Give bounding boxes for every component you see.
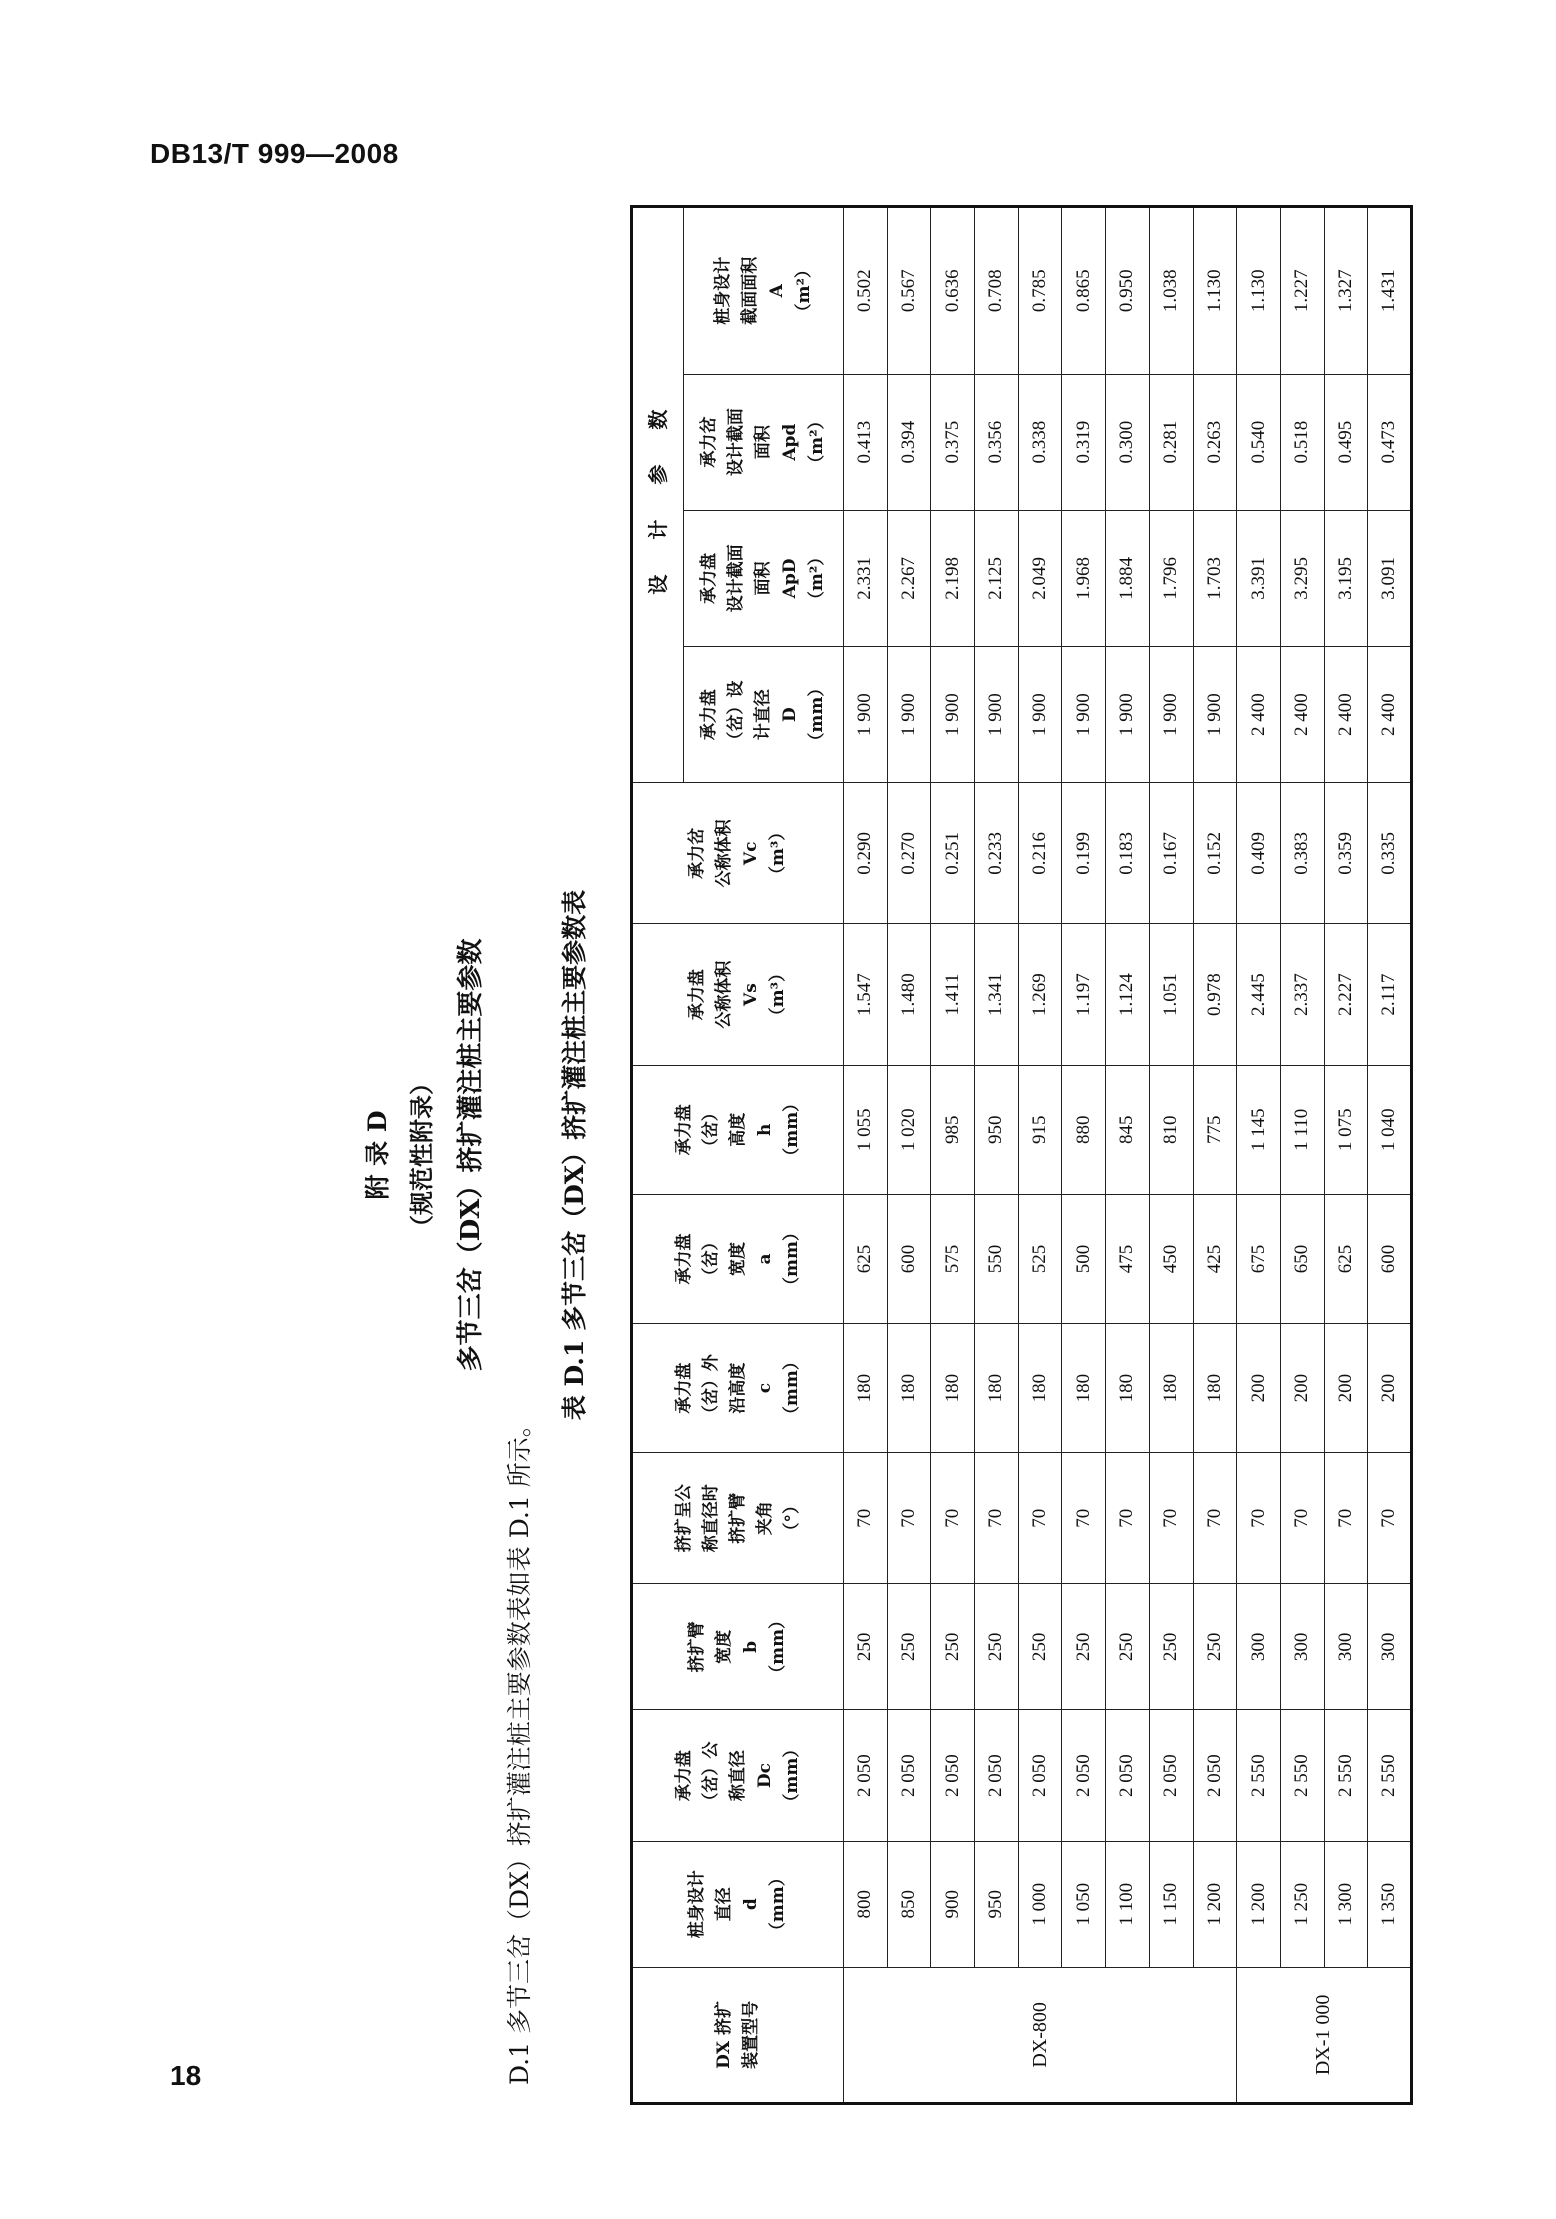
- table-cell: 1 040: [1368, 1065, 1412, 1194]
- table-cell: 0.251: [931, 783, 975, 924]
- header-Apc: [684, 374, 844, 510]
- table-row: [975, 207, 1019, 2104]
- table-cell: 300: [1368, 1584, 1412, 1710]
- table-cell: 1 900: [975, 647, 1019, 783]
- header-line: 挤扩臂: [727, 1492, 748, 1544]
- table-cell: 0.270: [887, 783, 931, 924]
- table-cell: 3.195: [1324, 510, 1368, 646]
- table-cell: 2 050: [1062, 1710, 1106, 1841]
- table-cell: 1 050: [1062, 1841, 1106, 1967]
- header-line: 桩身设计: [687, 1870, 707, 1939]
- table-cell: 1 075: [1324, 1065, 1368, 1194]
- header-line: c: [754, 1382, 775, 1394]
- table-cell: 300: [1237, 1584, 1281, 1710]
- appendix-captions: [340, 205, 620, 2105]
- table-cell: 525: [1018, 1194, 1062, 1323]
- table-cell: 1 055: [844, 1065, 888, 1194]
- page-number: 18: [170, 2060, 202, 2091]
- table-cell: 2 050: [1193, 1710, 1237, 1841]
- header-line: 承力盘: [673, 1233, 694, 1285]
- header-line: a: [754, 1253, 775, 1265]
- table-cell: 1 150: [1149, 1841, 1193, 1967]
- table-cell: 70: [844, 1453, 888, 1584]
- header-D: [684, 647, 844, 783]
- header-h: [632, 1065, 844, 1194]
- table-cell: 70: [1237, 1453, 1281, 1584]
- header-Apd: [684, 510, 844, 646]
- header-Vc: [632, 783, 844, 924]
- table-row: [931, 207, 975, 2104]
- header-line: 宽度: [727, 1241, 748, 1276]
- table-cell: 1.796: [1149, 510, 1193, 646]
- table-cell: 950: [975, 1065, 1019, 1194]
- table-cell: 0.978: [1193, 924, 1237, 1065]
- table-cell: 1.327: [1324, 207, 1368, 375]
- table-cell: 1 900: [1193, 647, 1237, 783]
- table-row: [1149, 207, 1193, 2104]
- table-cell: 0.281: [1149, 374, 1193, 510]
- table-cell: 250: [931, 1584, 975, 1710]
- table-cell: 250: [1106, 1584, 1150, 1710]
- table-cell: 1.197: [1062, 924, 1106, 1065]
- table-cell: 500: [1062, 1194, 1106, 1323]
- table-cell: 70: [975, 1453, 1019, 1584]
- table-cell: 0.167: [1149, 783, 1193, 924]
- header-Dc: [632, 1710, 844, 1841]
- header-d: [632, 1841, 844, 1967]
- header-line: h: [754, 1123, 775, 1136]
- table-cell: 0.636: [931, 207, 975, 375]
- table-cell: 625: [1324, 1194, 1368, 1323]
- table-cell: 200: [1280, 1324, 1324, 1453]
- table-cell: 2 050: [1106, 1710, 1150, 1841]
- table-cell: 70: [1368, 1453, 1412, 1584]
- table-cell: 2.445: [1237, 924, 1281, 1065]
- table-cell: 845: [1106, 1065, 1150, 1194]
- header-line: （mm）: [781, 1740, 802, 1811]
- table-cell: 0.359: [1324, 783, 1368, 924]
- table-cell: 180: [931, 1324, 975, 1453]
- header-line: A: [766, 284, 787, 298]
- header-line: （岔）: [700, 1233, 721, 1285]
- table-cell: 70: [1193, 1453, 1237, 1584]
- table-row: [1018, 207, 1062, 2104]
- table-cell: 2 400: [1324, 647, 1368, 783]
- header-c: [632, 1324, 844, 1453]
- header-line: （m³）: [768, 823, 788, 884]
- table-cell: 1 350: [1368, 1841, 1412, 1967]
- table-cell: 1 900: [1018, 647, 1062, 783]
- table-cell: 2 050: [931, 1710, 975, 1841]
- table-cell: 0.263: [1193, 374, 1237, 510]
- table-cell: 2 400: [1280, 647, 1324, 783]
- table-cell: 1.038: [1149, 207, 1193, 375]
- table-cell: 1 200: [1193, 1841, 1237, 1967]
- header-a: [632, 1194, 844, 1323]
- header-line: 设计截面: [726, 408, 746, 477]
- table-cell: 600: [887, 1194, 931, 1323]
- header-line: （°）: [781, 1497, 802, 1540]
- table-cell: 450: [1149, 1194, 1193, 1323]
- table-cell: 1 900: [1106, 647, 1150, 783]
- table-cell: 1 900: [931, 647, 975, 783]
- table-cell: 1.130: [1237, 207, 1281, 375]
- table-cell: 775: [1193, 1065, 1237, 1194]
- header-line: b: [741, 1640, 761, 1653]
- table-cell: 2.117: [1368, 924, 1412, 1065]
- table-cell: 600: [1368, 1194, 1412, 1323]
- table-row: [1062, 207, 1106, 2104]
- header-line: 承力盘: [673, 1750, 694, 1802]
- table-cell: 475: [1106, 1194, 1150, 1323]
- table-cell: 2.125: [975, 510, 1019, 646]
- table-cell: 1.227: [1280, 207, 1324, 375]
- table-cell: 1 200: [1237, 1841, 1281, 1967]
- table-cell: 0.865: [1062, 207, 1106, 375]
- table-cell: 2.337: [1280, 924, 1324, 1065]
- table-cell: 1.547: [844, 924, 888, 1065]
- header-line: 设计截面: [726, 544, 746, 613]
- table-cell: 1 900: [887, 647, 931, 783]
- table-cell: 1.431: [1368, 207, 1412, 375]
- table-cell: 250: [887, 1584, 931, 1710]
- header-line: 承力岔: [699, 416, 719, 468]
- table-cell: 550: [975, 1194, 1019, 1323]
- table-cell: 0.319: [1062, 374, 1106, 510]
- header-line: 高度: [727, 1112, 748, 1147]
- table-cell: 0.413: [844, 374, 888, 510]
- table-cell: 0.409: [1237, 783, 1281, 924]
- table-cell: 70: [1324, 1453, 1368, 1584]
- table-cell: 625: [844, 1194, 888, 1323]
- appendix-title: 附 录 D: [363, 1110, 392, 1200]
- table-cell: 180: [975, 1324, 1019, 1453]
- table-cell: 1 145: [1237, 1065, 1281, 1194]
- table-cell: 810: [1149, 1065, 1193, 1194]
- header-line: （mm）: [781, 1353, 802, 1424]
- table-cell: 1.269: [1018, 924, 1062, 1065]
- table-cell: 2.049: [1018, 510, 1062, 646]
- table-cell: 70: [1106, 1453, 1150, 1584]
- header-line: 称直径: [727, 1750, 748, 1802]
- table-cell: 250: [1062, 1584, 1106, 1710]
- header-line: （岔）: [700, 1104, 721, 1156]
- header-line: 计直径: [753, 689, 773, 741]
- table-cell: 2 550: [1237, 1710, 1281, 1841]
- table-cell: 985: [931, 1065, 975, 1194]
- table-cell: 2 050: [975, 1710, 1019, 1841]
- header-line: （mm）: [768, 1611, 788, 1682]
- table-cell: 2 400: [1368, 647, 1412, 783]
- table-cell: 0.540: [1237, 374, 1281, 510]
- header-line: （m²）: [807, 548, 827, 609]
- header-line: Dc: [754, 1763, 775, 1789]
- table-cell: 575: [931, 1194, 975, 1323]
- table-cell: 2 050: [844, 1710, 888, 1841]
- header-line: 宽度: [714, 1629, 734, 1664]
- header-line: 挤扩臂: [687, 1621, 707, 1673]
- table-cell: 0.290: [844, 783, 888, 924]
- table-row: [1324, 207, 1368, 2104]
- document-id: DB13/T 999—2008: [150, 138, 399, 169]
- header-line: Vc: [741, 841, 761, 866]
- header-line: 挤扩呈公: [673, 1484, 694, 1553]
- header-b: [632, 1584, 844, 1710]
- table-row: [887, 207, 931, 2104]
- rotated-page-content: [340, 205, 1400, 2105]
- table-cell: 200: [1237, 1324, 1281, 1453]
- table-row: [1193, 207, 1237, 2104]
- table-cell: 250: [1018, 1584, 1062, 1710]
- header-line: 承力盘: [673, 1104, 694, 1156]
- table-cell: 0.300: [1106, 374, 1150, 510]
- table-cell: 0.356: [975, 374, 1019, 510]
- table-cell: 1 110: [1280, 1065, 1324, 1194]
- table-cell: 1.884: [1106, 510, 1150, 646]
- header-angle: [632, 1453, 844, 1584]
- table-cell: 1.341: [975, 924, 1019, 1065]
- table-cell: 180: [1062, 1324, 1106, 1453]
- table-row: [844, 207, 888, 2104]
- header-line: d: [741, 1898, 761, 1911]
- table-cell: 70: [931, 1453, 975, 1584]
- table-caption: 表 D.1 多节三岔（DX）挤扩灌注桩主要参数表: [560, 889, 589, 1421]
- table-cell: 1 020: [887, 1065, 931, 1194]
- table-cell: 0.495: [1324, 374, 1368, 510]
- table-cell: 1 250: [1280, 1841, 1324, 1967]
- table-cell: 880: [1062, 1065, 1106, 1194]
- header-line: （mm）: [781, 1223, 802, 1294]
- header-line: 面积: [753, 561, 773, 596]
- table-cell: 0.233: [975, 783, 1019, 924]
- table-cell: 70: [1149, 1453, 1193, 1584]
- table-cell: 915: [1018, 1065, 1062, 1194]
- table-cell: 2 050: [1149, 1710, 1193, 1841]
- table-cell: 1.130: [1193, 207, 1237, 375]
- header-line: 夹角: [754, 1501, 775, 1536]
- header-line: （m³）: [768, 964, 788, 1025]
- table-cell: 2 550: [1368, 1710, 1412, 1841]
- table-cell: 0.473: [1368, 374, 1412, 510]
- parameters-table: [630, 205, 1413, 2105]
- model-cell: DX-1 000: [1237, 1967, 1412, 2103]
- header-line: 桩身设计: [712, 256, 733, 325]
- table-cell: 250: [975, 1584, 1019, 1710]
- table-cell: 180: [1018, 1324, 1062, 1453]
- model-cell: DX-800: [844, 1967, 1237, 2103]
- header-line: 沿高度: [727, 1362, 748, 1414]
- header-line: D: [780, 707, 800, 722]
- header-line: （m²）: [807, 412, 827, 472]
- table-cell: 250: [844, 1584, 888, 1710]
- table-row: [1106, 207, 1150, 2104]
- table-cell: 1.124: [1106, 924, 1150, 1065]
- table-row: [1280, 207, 1324, 2104]
- table-cell: 0.950: [1106, 207, 1150, 375]
- table-cell: 425: [1193, 1194, 1237, 1323]
- table-cell: 250: [1149, 1584, 1193, 1710]
- table-cell: 3.091: [1368, 510, 1412, 646]
- header-line: （岔）设: [726, 680, 746, 749]
- header-line: 承力盘: [699, 689, 719, 741]
- table-row: [1237, 207, 1281, 2104]
- table-cell: 2.331: [844, 510, 888, 646]
- table-cell: 1.703: [1193, 510, 1237, 646]
- header-line: 承力盘: [687, 969, 707, 1021]
- table-cell: 0.183: [1106, 783, 1150, 924]
- table-cell: 180: [887, 1324, 931, 1453]
- table-cell: 675: [1237, 1194, 1281, 1323]
- table-cell: 180: [1149, 1324, 1193, 1453]
- header-line: （岔）公: [700, 1741, 721, 1810]
- table-cell: 300: [1280, 1584, 1324, 1710]
- header-line: 装置型号: [741, 2000, 761, 2069]
- header-line: 直径: [714, 1887, 734, 1922]
- table-cell: 3.391: [1237, 510, 1281, 646]
- table-cell: 250: [1193, 1584, 1237, 1710]
- header-line: 公称体积: [714, 819, 734, 888]
- table-cell: 950: [975, 1841, 1019, 1967]
- table-cell: 1 100: [1106, 1841, 1150, 1967]
- header-line: （mm）: [781, 1094, 802, 1165]
- header-line: （mm）: [807, 679, 827, 750]
- appendix-paragraph: D.1 多节三岔（DX）挤扩灌注桩主要参数表如表 D.1 所示。: [505, 1412, 534, 2085]
- table-cell: 1.051: [1149, 924, 1193, 1065]
- header-line: ApD: [780, 558, 800, 599]
- table-cell: 0.216: [1018, 783, 1062, 924]
- table-cell: 2 050: [887, 1710, 931, 1841]
- header-line: Apd: [780, 423, 800, 461]
- table-cell: 0.375: [931, 374, 975, 510]
- header-model: [632, 1967, 844, 2103]
- header-line: 承力盘: [699, 552, 719, 604]
- header-line: 面积: [753, 425, 773, 460]
- table-cell: 1.411: [931, 924, 975, 1065]
- table-cell: 1.968: [1062, 510, 1106, 646]
- table-cell: 1 900: [1149, 647, 1193, 783]
- header-Vs: [632, 924, 844, 1065]
- table-cell: 2 400: [1237, 647, 1281, 783]
- appendix-heading: 多节三岔（DX）挤扩灌注桩主要参数: [456, 938, 486, 1372]
- table-row: [1368, 207, 1412, 2104]
- table-cell: 2 550: [1280, 1710, 1324, 1841]
- table-cell: 3.295: [1280, 510, 1324, 646]
- header-line: 承力盘: [673, 1362, 694, 1414]
- header-A: [684, 207, 844, 375]
- table-cell: 1 300: [1324, 1841, 1368, 1967]
- header-line: （岔）外: [700, 1354, 721, 1423]
- table-body: [844, 207, 1412, 2104]
- table-cell: 180: [1193, 1324, 1237, 1453]
- table-cell: 850: [887, 1841, 931, 1967]
- table-cell: 1 900: [1062, 647, 1106, 783]
- table-cell: 200: [1368, 1324, 1412, 1453]
- appendix-subtitle: （规范性附录）: [407, 1071, 436, 1239]
- table-cell: 0.335: [1368, 783, 1412, 924]
- table-cell: 2.198: [931, 510, 975, 646]
- table-cell: 70: [1018, 1453, 1062, 1584]
- table-cell: 0.199: [1062, 783, 1106, 924]
- table-cell: 0.152: [1193, 783, 1237, 924]
- header-line: DX 挤扩: [714, 2000, 734, 2069]
- table-cell: 70: [1062, 1453, 1106, 1584]
- table-cell: 70: [887, 1453, 931, 1584]
- table-cell: 900: [931, 1841, 975, 1967]
- table-cell: 0.502: [844, 207, 888, 375]
- table-cell: 300: [1324, 1584, 1368, 1710]
- table-cell: 180: [844, 1324, 888, 1453]
- table-cell: 0.785: [1018, 207, 1062, 375]
- header-line: Vs: [741, 983, 761, 1006]
- table-cell: 800: [844, 1841, 888, 1967]
- header-line: （m²）: [793, 261, 814, 321]
- table-cell: 2 550: [1324, 1710, 1368, 1841]
- table-cell: 1 000: [1018, 1841, 1062, 1967]
- table-cell: 0.708: [975, 207, 1019, 375]
- table-cell: 0.567: [887, 207, 931, 375]
- table-cell: 1.480: [887, 924, 931, 1065]
- table-cell: 1 900: [844, 647, 888, 783]
- table-cell: 0.518: [1280, 374, 1324, 510]
- table-cell: 2 050: [1018, 1710, 1062, 1841]
- table-cell: 2.227: [1324, 924, 1368, 1065]
- header-line: 截面面积: [739, 256, 760, 325]
- table-cell: 200: [1324, 1324, 1368, 1453]
- header-line: 称直径时: [700, 1484, 721, 1553]
- table-cell: 0.394: [887, 374, 931, 510]
- table-cell: 650: [1280, 1194, 1324, 1323]
- table-cell: 180: [1106, 1324, 1150, 1453]
- table-cell: 2.267: [887, 510, 931, 646]
- header-line: 公称体积: [714, 960, 734, 1029]
- table-cell: 0.338: [1018, 374, 1062, 510]
- header-line: 承力岔: [687, 827, 707, 879]
- header-design-group: 设 计 参 数: [632, 207, 684, 783]
- header-line: （mm）: [768, 1869, 788, 1940]
- table-cell: 0.383: [1280, 783, 1324, 924]
- table-cell: 70: [1280, 1453, 1324, 1584]
